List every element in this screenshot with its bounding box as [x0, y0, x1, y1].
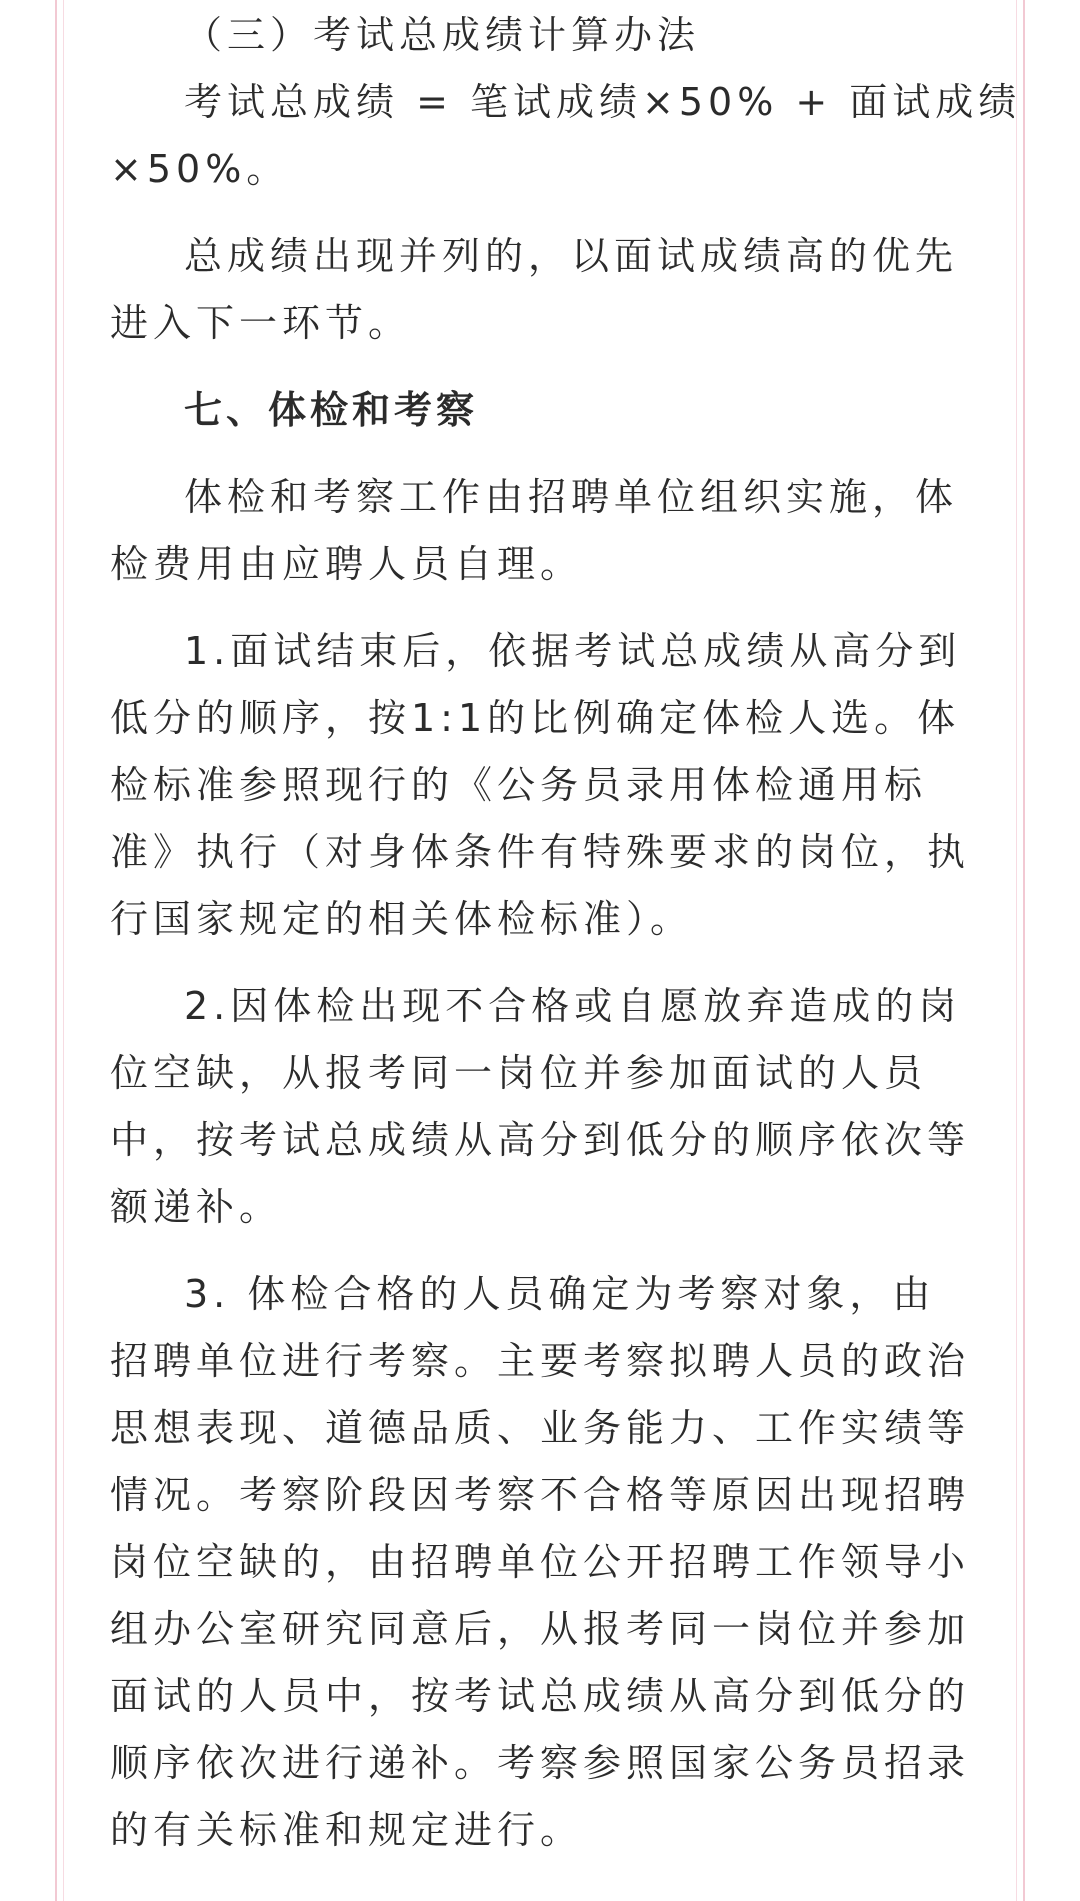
item2-line-4: 额递补。 [110, 1185, 283, 1229]
item2-line-3: 中，按考试总成绩从高分到低分的顺序依次等 [110, 1118, 971, 1162]
item1-line-5: 行国家规定的相关体检标准）。 [110, 897, 694, 941]
tie-rule-line-1: 总成绩出现并列的，以面试成绩高的优先 [184, 234, 959, 278]
item3-line-2: 招聘单位进行考察。主要考察拟聘人员的政治 [110, 1339, 971, 1383]
item2-line-1: 2.因体检出现不合格或自愿放弃造成的岗 [184, 984, 962, 1028]
formula-line-1: 考试总成绩 = 笔试成绩×50% + 面试成绩 [184, 80, 1022, 124]
item3-line-3: 思想表现、道德品质、业务能力、工作实绩等 [110, 1406, 971, 1450]
item3-line-8: 顺序依次进行递补。考察参照国家公务员招录 [110, 1741, 971, 1785]
item1-line-1: 1.面试结束后，依据考试总成绩从高分到 [184, 629, 962, 673]
paragraph-item-1 [110, 618, 970, 953]
paragraph-tie-rule [110, 223, 970, 357]
paragraph-intro [110, 464, 970, 598]
item1-line-2: 低分的顺序，按1:1的比例确定体检人选。体 [110, 696, 961, 740]
intro-line-2: 检费用由应聘人员自理。 [110, 542, 584, 586]
item1-line-4: 准》执行（对身体条件有特殊要求的岗位，执 [110, 830, 971, 874]
intro-line-1: 体检和考察工作由招聘单位组织实施，体 [184, 475, 959, 519]
tie-rule-line-2: 进入下一环节。 [110, 301, 412, 345]
item2-line-2: 位空缺，从报考同一岗位并参加面试的人员 [110, 1051, 928, 1095]
item3-line-7: 面试的人员中，按考试总成绩从高分到低分的 [110, 1674, 971, 1718]
formula-line-2: ×50%。 [110, 147, 290, 191]
item3-line-1: 3. 体检合格的人员确定为考察对象，由 [184, 1272, 936, 1316]
item3-line-6: 组办公室研究同意后，从报考同一岗位并参加 [110, 1607, 971, 1651]
section-title-physical-exam: 七、体检和考察 [184, 388, 479, 432]
item1-line-3: 检标准参照现行的《公务员录用体检通用标 [110, 763, 928, 807]
item3-line-5: 岗位空缺的，由招聘单位公开招聘工作领导小 [110, 1540, 971, 1584]
paragraph-item-2 [110, 973, 970, 1241]
item3-line-4: 情况。考察阶段因考察不合格等原因出现招聘 [110, 1473, 971, 1517]
article-body [110, 0, 1022, 1884]
paragraph-formula [110, 69, 1022, 203]
item3-line-9: 的有关标准和规定进行。 [110, 1808, 584, 1852]
subheading-score-calculation: （三）考试总成绩计算办法 [184, 13, 701, 57]
paragraph-item-3 [110, 1261, 970, 1864]
